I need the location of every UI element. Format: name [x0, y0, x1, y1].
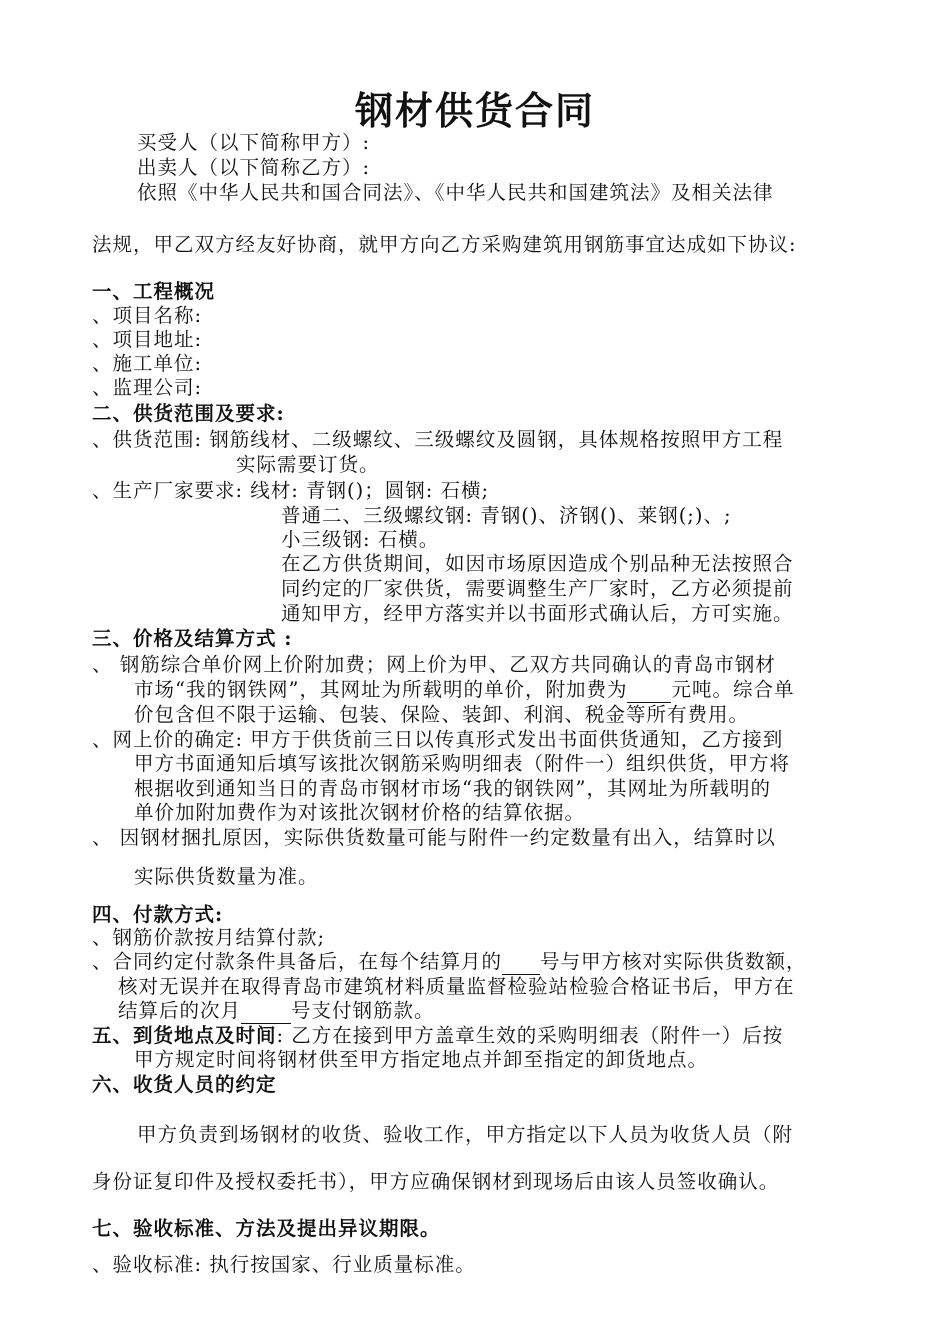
project-address-line: 、项目地址:: [92, 328, 203, 351]
price-clause-3-line-2: 实际供货数量为准。: [134, 865, 319, 888]
payment-clause-2-line-1: [92, 950, 807, 975]
payment-clause-2-line-3-text-b: 号支付钢筋款。: [291, 999, 435, 1022]
price-clause-3-line-1: 、 因钢材捆扎原因，实际供货数量可能与附件一约定数量有出入，结算时以: [92, 826, 776, 849]
manufacturer-line-6: 通知甲方，经甲方落实并以书面形式确认后，方可实施。: [281, 602, 794, 625]
price-clause-2-line-4: 单价加附加费作为对该批次钢材价格的结算依据。: [134, 801, 586, 824]
acceptance-standard-line: 、验收标准: 执行按国家、行业质量标准。: [92, 1253, 476, 1276]
section-5-text-1: : 乙方在接到甲方盖章生效的采购明细表（附件一）后按: [276, 1024, 784, 1047]
payment-day-blank: [241, 999, 291, 1024]
payment-clause-2-line-1-text-a: 、合同约定付款条件具备后，在每个结算月的: [92, 950, 503, 973]
section-7-heading: 七、验收标准、方法及提出异议期限。: [92, 1217, 441, 1240]
buyer-line: 买受人（以下简称甲方）:: [137, 131, 371, 154]
payment-clause-2-line-1-text-b: 号与甲方核对实际供货数额，: [540, 950, 807, 973]
price-clause-2-line-1: 、网上价的确定: 甲方于供货前三日以传真形式发出书面供货通知，乙方接到: [92, 728, 784, 751]
section-5-heading: 五、到货地点及时间: [92, 1024, 277, 1047]
payment-clause-2-line-2: 核对无误并在取得青岛市建筑材料质量监督检验站检验合格证书后，甲方在: [118, 975, 795, 998]
section-6-line-1: 甲方负责到场钢材的收货、验收工作，甲方指定以下人员为收货人员（附: [137, 1123, 794, 1146]
project-name-line: 、项目名称:: [92, 304, 203, 327]
section-6-heading: 六、收货人员的约定: [92, 1073, 277, 1096]
surcharge-blank: [627, 678, 671, 703]
manufacturer-line-2: 普通二、三级螺纹钢: 青钢()、济钢()、莱钢(;)、;: [281, 504, 732, 527]
supply-scope-line-1: 、供货范围: 钢筋线材、二级螺纹、三级螺纹及圆钢，具体规格按照甲方工程: [92, 428, 784, 451]
manufacturer-line-1: 、生产厂家要求: 线材: 青钢()；圆钢: 石横;: [92, 479, 490, 502]
construction-unit-line: 、施工单位:: [92, 352, 203, 375]
section-4-heading: 四、付款方式:: [92, 903, 224, 926]
price-clause-1-line-2: [134, 678, 794, 703]
supervision-company-line: 、监理公司:: [92, 376, 203, 399]
price-clause-1-line-2-text-a: 市场“我的钢铁网”，其网址为所载明的单价，附加费为: [134, 678, 628, 701]
payment-clause-2-line-3: [118, 999, 435, 1024]
preamble-line-2: 法规，甲乙双方经友好协商，就甲方向乙方采购建筑用钢筋事宜达成如下协议:: [92, 233, 797, 256]
price-clause-2-line-2: 甲方书面通知后填写该批次钢筋采购明细表（附件一）组织供货，甲方将: [134, 752, 791, 775]
section-2-heading: 二、供货范围及要求:: [92, 402, 285, 425]
section-1-heading: 一、工程概况: [92, 280, 216, 303]
manufacturer-line-5: 同约定的厂家供货，需要调整生产厂家时，乙方必须提前: [281, 577, 794, 600]
section-3-heading: 三、价格及结算方式 :: [92, 627, 293, 650]
document-title: 钢材供货合同: [354, 88, 595, 133]
manufacturer-line-4: 在乙方供货期间，如因市场原因造成个别品种无法按照合: [281, 552, 794, 575]
section-5-line-1: [92, 1024, 783, 1048]
price-clause-1-line-3: 价包含但不限于运输、包装、保险、装卸、利润、税金等所有费用。: [134, 703, 750, 726]
manufacturer-line-3: 小三级钢: 石横。: [281, 528, 440, 551]
settlement-day-blank: [502, 950, 540, 975]
price-clause-2-line-3: 根据收到通知当日的青岛市钢材市场“我的钢铁网”，其网址为所载明的: [134, 777, 771, 800]
supply-scope-line-2: 实际需要订货。: [236, 453, 380, 476]
payment-clause-1: 、钢筋价款按月结算付款;: [92, 926, 326, 949]
seller-line: 出卖人（以下简称乙方）:: [137, 156, 371, 179]
preamble-line-1: 依照《中华人民共和国合同法》、《中华人民共和国建筑法》及相关法律: [137, 181, 774, 204]
price-clause-1-line-2-text-b: 元吨。综合单: [671, 678, 795, 701]
price-clause-1-line-1: 、 钢筋综合单价网上价附加费；网上价为甲、乙双方共同确认的青岛市钢材: [92, 653, 776, 676]
section-5-line-2: 甲方规定时间将钢材供至甲方指定地点并卸至指定的卸货地点。: [134, 1048, 709, 1071]
payment-clause-2-line-3-text-a: 结算后的次月: [118, 999, 242, 1022]
section-6-line-2: 身份证复印件及授权委托书），甲方应确保钢材到现场后由该人员签收确认。: [92, 1170, 780, 1193]
